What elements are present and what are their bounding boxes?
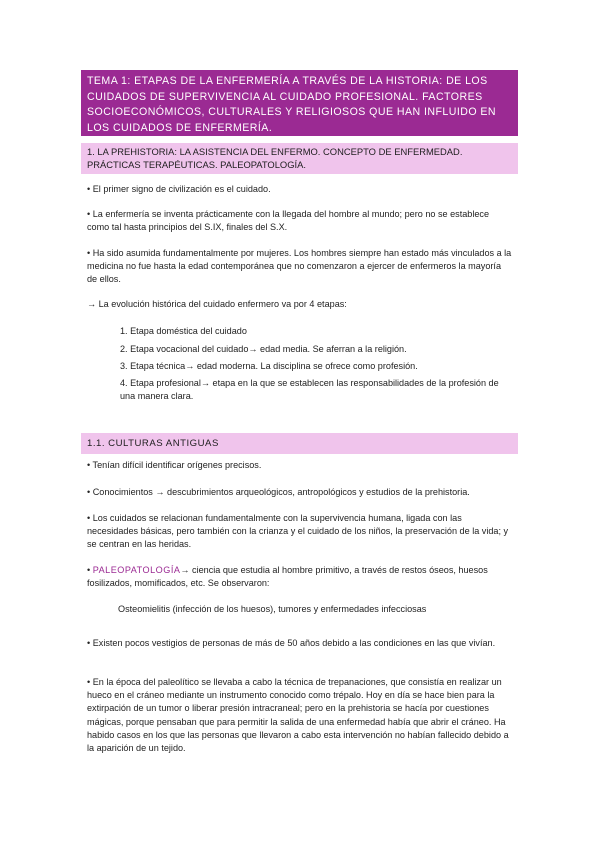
paragraph-first-sign: • El primer signo de civilización es el cuidado. xyxy=(87,184,271,194)
paragraph-age-vestiges: • Existen pocos vestigios de personas de más de 50 años debido a las condiciones en las que vivían. xyxy=(87,638,496,648)
paragraph-knowledge: • Conocimientos → descubrimientos arqueológicos, antropológicos y estudios de la prehistoria. xyxy=(87,487,470,497)
stage-item: 4. Etapa profesional→ etapa en la que se establecen las responsabilidades de la profesión de una manera clara. xyxy=(120,378,499,402)
section-heading-prehistory: 1. LA PREHISTORIA: LA ASISTENCIA DEL ENFERMO. CONCEPTO DE ENFERMEDAD. PRÁCTICAS TERAPÉUTICAS. PALEOPATOLOGÍA. xyxy=(81,143,518,174)
paragraph-paleopathology xyxy=(87,564,513,590)
paleopathology-definition: → ciencia que estudia al hombre primitivo, a través de restos óseos, huesos fosilizados, momificados, etc. Se observaron: xyxy=(87,565,488,589)
paragraph-women: • Ha sido asumida fundamentalmente por mujeres. Los hombres siempre han estado más vinculados a la medicina no fue hasta la edad contemporánea que no comenzaron a ejercer de enfermeros la mayoría de ellos. xyxy=(87,248,512,285)
paleopathology-term: PALEOPATOLOGÍA xyxy=(92,565,181,575)
section-heading-ancient-cultures: 1.1. CULTURAS ANTIGUAS xyxy=(81,433,518,454)
paragraph-care-survival: • Los cuidados se relacionan fundamentalmente con la supervivencia humana, ligada con las necesidades básicas, pero también con la crianza y el cuidado de los niños, la preservación de la vida; y se centran en las heridas. xyxy=(87,513,509,550)
stage-item: 3. Etapa técnica→ edad moderna. La disciplina se ofrece como profesión. xyxy=(120,361,418,371)
paragraph-nursing-invented: • La enfermería se inventa prácticamente con la llegada del hombre al mundo; pero no se establece como tal hasta principios del S.IX, finales del S.X. xyxy=(87,209,490,233)
bullet: • xyxy=(87,565,93,575)
paragraph-trepanation: • En la época del paleolítico se llevaba a cabo la técnica de trepanaciones, que consistía en realizar un hueco en el cráneo mediante un instrumento conocido como trépalo. Hoy en día se hace bien para la extirpación de un tumor o liberar presión intracraneal; pero en la prehistoria se hacía por cuestiones mágicas, porque pensaban que para permitir la salida de una enfermedad había que abrir el cráneo. Ha habido casos en los que las personas que llevaron a cabo esta intervención no habían fallecido debido a la aparición de un tejido. xyxy=(87,677,509,754)
paragraph-origins: • Tenían difícil identificar orígenes precisos. xyxy=(87,460,262,470)
paleopathology-findings: Osteomielitis (infección de los huesos), tumores y enfermedades infecciosas xyxy=(118,604,427,614)
topic-title: TEMA 1: ETAPAS DE LA ENFERMERÍA A TRAVÉS DE LA HISTORIA: DE LOS CUIDADOS DE SUPERVIVENCIA AL CUIDADO PROFESIONAL. FACTORES SOCIOECONÓMICOS, CULTURALES Y RELIGIOSOS QUE HAN INFLUIDO EN LOS CUIDADOS DE ENFERMERÍA. xyxy=(81,70,518,136)
stage-item: 1. Etapa doméstica del cuidado xyxy=(120,326,247,336)
paragraph-evolution-intro: → La evolución histórica del cuidado enfermero va por 4 etapas: xyxy=(87,299,347,309)
stage-item: 2. Etapa vocacional del cuidado→ edad media. Se aferran a la religión. xyxy=(120,344,407,354)
